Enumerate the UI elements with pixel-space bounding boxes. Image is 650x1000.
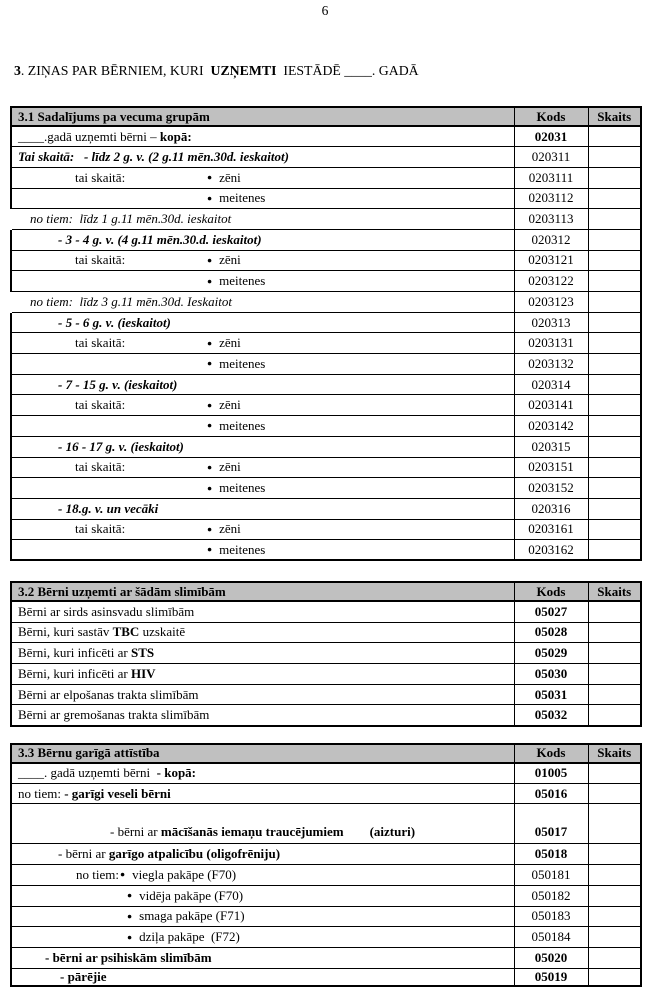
table-row (11, 927, 641, 948)
table-header (11, 744, 641, 763)
bullet-icon: ● (207, 192, 213, 203)
label-segment: no tiem: (18, 785, 65, 801)
row-label-cell (11, 209, 514, 230)
count-cell (588, 126, 641, 147)
row-label-cell (11, 478, 514, 499)
row-sublabel: tai skaitā: (75, 252, 126, 268)
count-cell (588, 844, 641, 865)
table-row (11, 844, 641, 865)
code-cell: 020312 (514, 229, 588, 250)
table-row (11, 947, 641, 968)
row-sublabel: tai skaitā: (75, 397, 126, 413)
row-label-cell (11, 601, 514, 622)
count-cell (588, 927, 641, 948)
label-segment: - kopā: (156, 765, 197, 781)
table-row (11, 519, 641, 540)
row-label-cell (11, 167, 514, 188)
bullet-list-item (207, 542, 265, 558)
bullet-list-item (207, 170, 241, 186)
label-segment: - pārējie (60, 968, 107, 984)
table-row (11, 622, 641, 643)
label-segment: kopā: (159, 128, 192, 144)
row-sublabel: tai skaitā: (75, 521, 126, 537)
row-label-cell (11, 333, 514, 354)
bullet-text: meitenes (219, 355, 266, 371)
row-label-cell (11, 250, 514, 271)
skaits-column-header: Skaits (588, 107, 641, 126)
row-label-cell (11, 906, 514, 927)
count-cell (588, 229, 641, 250)
bullet-text: zēni (219, 335, 241, 351)
bullet-list-item (207, 190, 265, 206)
code-cell: 0203122 (514, 271, 588, 292)
count-cell (588, 354, 641, 375)
bullet-text: zēni (219, 252, 241, 268)
bullet-icon: ● (207, 337, 213, 348)
table-row (11, 312, 641, 333)
table-row (11, 643, 641, 664)
count-cell (588, 188, 641, 209)
row-label-cell (11, 622, 514, 643)
section-title-tail: IESTĀDĒ ____. GADĀ (276, 63, 419, 78)
row-label-cell (11, 705, 514, 726)
label-segment: ____.gadā uzņemti bērni – (18, 128, 160, 144)
section-title-text: . ZIŅAS PAR BĒRNIEM, KURI (20, 63, 211, 78)
row-label-cell (11, 457, 514, 478)
table-header-row (11, 582, 641, 601)
bullet-text: meitenes (219, 190, 266, 206)
row-label-cell (11, 540, 514, 561)
table-header (11, 582, 641, 601)
bullet-icon: ● (207, 544, 213, 555)
row-label-cell (11, 804, 514, 844)
label-segment: HIV (131, 665, 156, 681)
label-segment: no tiem: līdz 1 g.11 mēn.30d. ieskaitot (30, 211, 232, 227)
code-cell: 01005 (514, 763, 588, 784)
count-cell (588, 601, 641, 622)
kods-column-header: Kods (514, 744, 588, 763)
bullet-list-item (207, 459, 241, 475)
bullet-icon: ● (207, 482, 213, 493)
label-segment: TBC (112, 624, 140, 640)
row-label-cell (11, 416, 514, 437)
table-header (11, 107, 641, 126)
code-cell: 05031 (514, 684, 588, 705)
table-mental-development (10, 743, 642, 987)
bullet-text: meitenes (219, 541, 266, 557)
bullet-text: zēni (219, 397, 241, 413)
bullet-list-item (207, 252, 241, 268)
row-label-cell (11, 354, 514, 375)
label-segment: STS (131, 645, 155, 661)
bullet-icon: ● (207, 420, 213, 431)
table-row (11, 209, 641, 230)
bullet-icon: ● (207, 358, 213, 369)
count-cell (588, 312, 641, 333)
row-sublabel: tai skaitā: (75, 335, 126, 351)
table-row (11, 705, 641, 726)
code-cell: 0203152 (514, 478, 588, 499)
code-cell: 050181 (514, 865, 588, 886)
code-cell: 0203141 (514, 395, 588, 416)
count-cell (588, 540, 641, 561)
table-row (11, 664, 641, 685)
label-segment: - bērni ar psihiskām slimībām (45, 949, 212, 965)
table-body (11, 126, 641, 560)
code-cell: 0203162 (514, 540, 588, 561)
code-cell: 0203112 (514, 188, 588, 209)
row-sublabel: no tiem: (76, 866, 119, 882)
row-label-cell (11, 229, 514, 250)
row-label-cell (11, 271, 514, 292)
row-label-cell (11, 927, 514, 948)
bullet-icon: ● (127, 890, 133, 901)
count-cell (588, 436, 641, 457)
label-segment: garīgo atpalicību (oligofrēniju) (108, 846, 281, 862)
code-cell: 05020 (514, 947, 588, 968)
bullet-text: zēni (219, 169, 241, 185)
table-age-groups (10, 106, 642, 561)
count-cell (588, 684, 641, 705)
table-row (11, 354, 641, 375)
row-label-cell (11, 395, 514, 416)
code-cell: 05028 (514, 622, 588, 643)
table-row (11, 865, 641, 886)
count-cell (588, 783, 641, 804)
count-cell (588, 519, 641, 540)
table-row (11, 416, 641, 437)
skaits-column-header: Skaits (588, 744, 641, 763)
row-label-cell (11, 436, 514, 457)
bullet-text: viegla pakāpe (F70) (132, 866, 237, 882)
row-label-cell (11, 292, 514, 313)
bullet-icon: ● (127, 910, 133, 921)
code-cell: 05016 (514, 783, 588, 804)
bullet-list-item (207, 356, 265, 372)
count-cell (588, 395, 641, 416)
table-3-3-title: 3.3 Bērnu garīgā attīstība (11, 744, 514, 763)
code-cell: 050182 (514, 885, 588, 906)
bullet-list-item (207, 418, 265, 434)
label-segment: Bērni ar sirds asinsvadu slimībām (18, 604, 195, 620)
code-cell: 0203161 (514, 519, 588, 540)
label-segment: - bērni ar (58, 846, 109, 862)
table-row (11, 783, 641, 804)
row-label-cell (11, 947, 514, 968)
table-row (11, 395, 641, 416)
table-header-row (11, 744, 641, 763)
count-cell (588, 885, 641, 906)
label-segment: Tai skaitā: - līdz 2 g. v. (2 g.11 mēn.30d. ieskaitot) (18, 149, 289, 165)
kods-column-header: Kods (514, 107, 588, 126)
count-cell (588, 333, 641, 354)
count-cell (588, 643, 641, 664)
code-cell: 0203142 (514, 416, 588, 437)
table-3-2-title: 3.2 Bērni uzņemti ar šādām slimībām (11, 582, 514, 601)
row-sublabel: tai skaitā: (75, 459, 126, 475)
section-number: 3 (14, 63, 21, 78)
row-label-cell (11, 783, 514, 804)
count-cell (588, 865, 641, 886)
bullet-list-item (127, 888, 243, 904)
bullet-icon: ● (127, 931, 133, 942)
code-cell: 020315 (514, 436, 588, 457)
code-cell: 0203123 (514, 292, 588, 313)
page-number: 6 (321, 3, 329, 18)
label-segment: Bērni, kuri inficēti ar (18, 645, 131, 661)
code-cell: 0203132 (514, 354, 588, 375)
table-header-row (11, 107, 641, 126)
label-segment: - bērni ar (110, 824, 161, 840)
bullet-icon: ● (207, 461, 213, 472)
bullet-list-item (127, 929, 240, 945)
count-cell (588, 622, 641, 643)
row-label-cell (11, 188, 514, 209)
code-cell: 0203151 (514, 457, 588, 478)
count-cell (588, 906, 641, 927)
row-label-cell (11, 312, 514, 333)
count-cell (588, 374, 641, 395)
count-cell (588, 763, 641, 784)
table-row (11, 436, 641, 457)
bullet-text: meitenes (219, 273, 266, 289)
bullet-text: zēni (219, 521, 241, 537)
bullet-list-item (207, 480, 265, 496)
count-cell (588, 804, 641, 844)
code-cell: 020314 (514, 374, 588, 395)
code-cell: 0203111 (514, 167, 588, 188)
code-cell: 0203113 (514, 209, 588, 230)
code-cell: 05029 (514, 643, 588, 664)
section-title-bold: UZŅEMTI (210, 63, 277, 78)
table-row (11, 540, 641, 561)
table-body (11, 763, 641, 986)
table-row (11, 968, 641, 986)
table-body (11, 601, 641, 725)
count-cell (588, 271, 641, 292)
table-row (11, 906, 641, 927)
bullet-icon: ● (207, 254, 213, 265)
bullet-icon: ● (120, 869, 126, 880)
code-cell: 05019 (514, 968, 588, 986)
row-label-cell (11, 643, 514, 664)
code-cell: 020311 (514, 147, 588, 168)
code-cell: 05030 (514, 664, 588, 685)
row-label-cell (11, 664, 514, 685)
label-segment: - 7 - 15 g. v. (ieskaitot) (58, 376, 178, 392)
code-cell: 05027 (514, 601, 588, 622)
label-segment: Bērni ar gremošanas trakta slimībām (18, 706, 210, 722)
skaits-column-header: Skaits (588, 582, 641, 601)
bullet-icon: ● (207, 399, 213, 410)
label-segment: uzskaitē (139, 624, 186, 640)
row-label-cell (11, 844, 514, 865)
row-label-cell (11, 519, 514, 540)
table-row (11, 147, 641, 168)
count-cell (588, 167, 641, 188)
label-segment: mācīšanās iemaņu traucējumiem (160, 824, 344, 840)
table-row (11, 333, 641, 354)
label-segment: Bērni, kuri sastāv (18, 624, 113, 640)
bullet-text: vidēja pakāpe (F70) (139, 887, 244, 903)
table-row (11, 292, 641, 313)
table-row (11, 167, 641, 188)
table-row (11, 229, 641, 250)
table-row (11, 374, 641, 395)
count-cell (588, 416, 641, 437)
table-row (11, 188, 641, 209)
label-segment (344, 824, 370, 839)
count-cell (588, 664, 641, 685)
table-row (11, 763, 641, 784)
label-segment: (aizturi) (369, 824, 416, 840)
table-3-1-title: 3.1 Sadalījums pa vecuma grupām (11, 107, 514, 126)
code-cell: 02031 (514, 126, 588, 147)
row-label-cell (11, 968, 514, 986)
table-row (11, 804, 641, 844)
row-label-cell (11, 763, 514, 784)
bullet-text: meitenes (219, 417, 266, 433)
count-cell (588, 947, 641, 968)
bullet-list-item (207, 397, 241, 413)
label-segment: Bērni ar elpošanas trakta slimībām (18, 686, 199, 702)
bullet-list-item (207, 335, 241, 351)
code-cell: 05017 (514, 804, 588, 844)
label-segment: - garīgi veseli bērni (64, 785, 171, 801)
code-cell: 0203131 (514, 333, 588, 354)
table-diseases (10, 581, 642, 726)
code-cell: 020316 (514, 498, 588, 519)
bullet-text: zēni (219, 459, 241, 475)
label-segment: Bērni, kuri inficēti ar (18, 665, 131, 681)
row-label-cell (11, 885, 514, 906)
label-segment: no tiem: līdz 3 g.11 mēn.30d. Ieskaitot (30, 293, 232, 309)
row-label-cell (11, 684, 514, 705)
code-cell: 020313 (514, 312, 588, 333)
bullet-list-item (207, 521, 241, 537)
table-row (11, 457, 641, 478)
count-cell (588, 705, 641, 726)
bullet-icon: ● (207, 275, 213, 286)
bullet-icon: ● (207, 172, 213, 183)
bullet-list-item (120, 867, 236, 883)
code-cell: 0203121 (514, 250, 588, 271)
table-row (11, 498, 641, 519)
bullet-icon: ● (207, 523, 213, 534)
bullet-list-item (127, 908, 245, 924)
label-segment: ____. gadā uzņemti bērni (18, 765, 157, 781)
count-cell (588, 292, 641, 313)
code-cell: 050184 (514, 927, 588, 948)
row-label-cell (11, 126, 514, 147)
table-row (11, 250, 641, 271)
code-cell: 05032 (514, 705, 588, 726)
label-segment: - 18.g. v. un vecāki (58, 500, 159, 516)
count-cell (588, 250, 641, 271)
label-segment: - 16 - 17 g. v. (ieskaitot) (58, 438, 184, 454)
label-segment: - 3 - 4 g. v. (4 g.11 mēn.30.d. ieskaitot) (58, 231, 262, 247)
row-sublabel: tai skaitā: (75, 169, 126, 185)
table-row (11, 601, 641, 622)
table-row (11, 684, 641, 705)
count-cell (588, 968, 641, 986)
code-cell: 05018 (514, 844, 588, 865)
row-label-cell (11, 498, 514, 519)
bullet-text: dziļa pakāpe (F72) (139, 929, 240, 945)
count-cell (588, 457, 641, 478)
section-title (14, 63, 650, 79)
table-row (11, 478, 641, 499)
bullet-list-item (207, 273, 265, 289)
code-cell: 050183 (514, 906, 588, 927)
row-label-cell (11, 374, 514, 395)
count-cell (588, 478, 641, 499)
row-label-cell (11, 865, 514, 886)
row-label-cell (11, 147, 514, 168)
label-segment: - 5 - 6 g. v. (ieskaitot) (58, 314, 171, 330)
count-cell (588, 498, 641, 519)
count-cell (588, 209, 641, 230)
kods-column-header: Kods (514, 582, 588, 601)
bullet-text: smaga pakāpe (F71) (139, 908, 245, 924)
table-row (11, 885, 641, 906)
count-cell (588, 147, 641, 168)
bullet-text: meitenes (219, 480, 266, 496)
table-row (11, 126, 641, 147)
table-row (11, 271, 641, 292)
